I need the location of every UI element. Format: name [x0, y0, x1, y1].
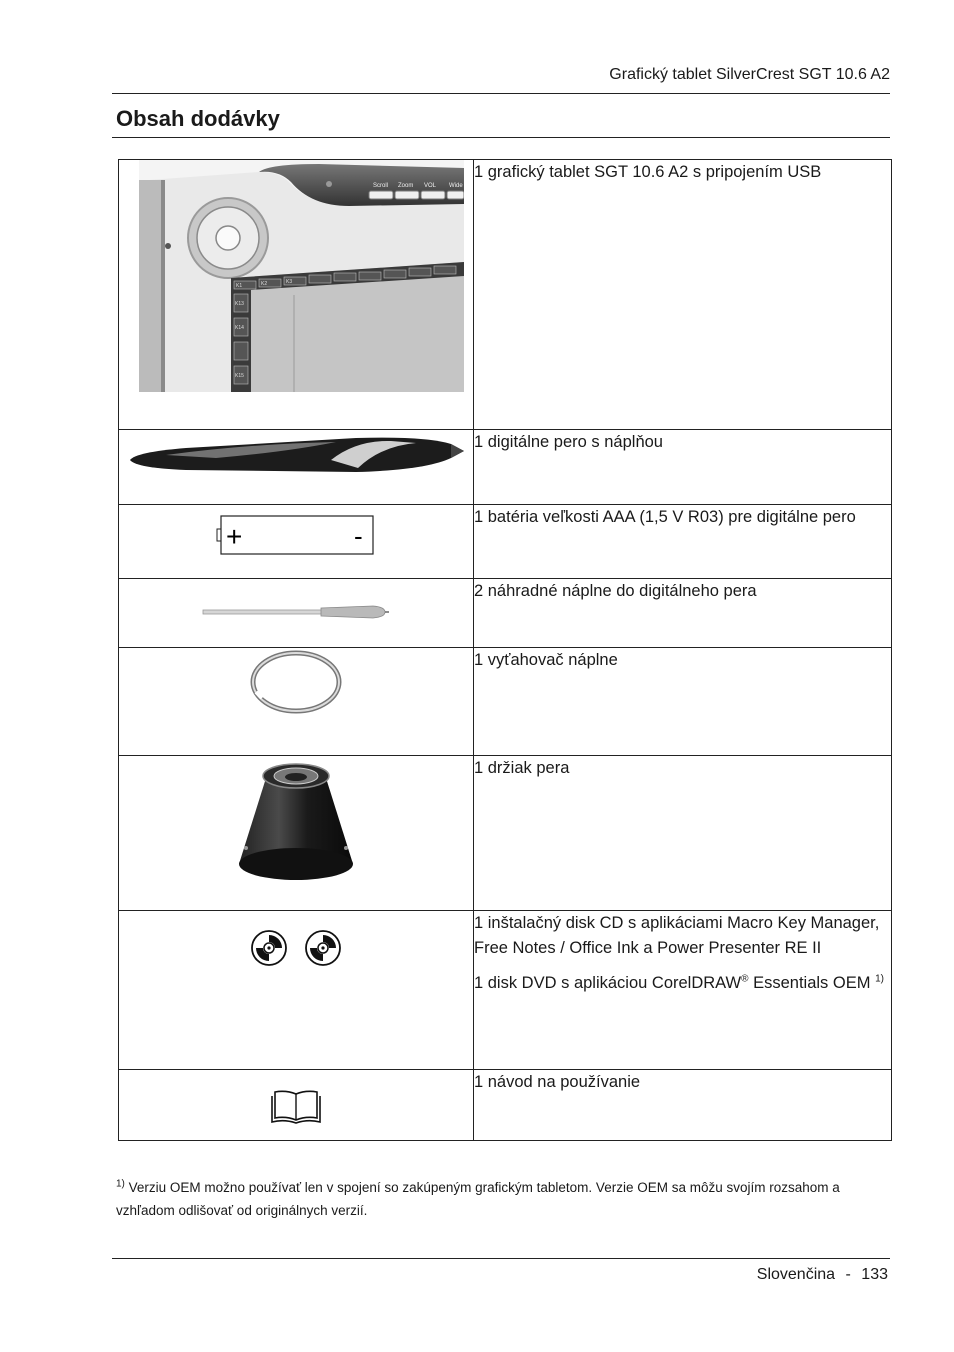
pen-holder-icon [231, 756, 361, 888]
table-row [119, 648, 892, 756]
k13-key-label: K13 [235, 301, 244, 307]
header-title: Grafický tablet SilverCrest SGT 10.6 A2 [609, 66, 890, 83]
item-battery: 1 batéria veľkosti AAA (1,5 V R03) pre digitálne pero [474, 508, 856, 526]
page-footer [757, 1266, 888, 1284]
footnote-text: Verziu OEM možno používať len v spojení so zakúpeným grafickým tabletom. Verzie OEM sa môžu svojím rozsahom a vzhľadom odlišovať od originálnych verzií. [116, 1180, 840, 1218]
image-cell [119, 648, 474, 756]
refill-extractor-icon [248, 648, 344, 716]
section-title: Obsah dodávky [116, 106, 280, 131]
item-refills: 2 náhradné náplne do digitálneho pera [474, 582, 757, 600]
footnote-ref: 1) [875, 973, 884, 985]
manual-book-icon [270, 1088, 322, 1124]
footnote-marker: 1) [116, 1178, 125, 1190]
item-cd: 1 inštalačný disk CD s aplikáciami Macro Key Manager, Free Notes / Office Ink a Power Presenter RE II [474, 914, 880, 957]
cd-disc-icon [250, 929, 288, 967]
header-rule [112, 93, 890, 94]
k2-key-label: K2 [261, 281, 268, 287]
battery-icon [216, 515, 376, 555]
table-row [119, 505, 892, 579]
k3-key-label: K3 [286, 279, 293, 285]
graphics-tablet-icon [139, 160, 464, 392]
image-cell [119, 911, 474, 1070]
table-row [119, 911, 892, 1070]
table-row [119, 160, 892, 430]
item-holder: 1 držiak pera [474, 759, 570, 777]
item-dvd: 1 disk DVD s aplikáciou CorelDRAW® Essentials OEM $^{1)}$ [474, 973, 884, 992]
table-row [119, 430, 892, 505]
table-row [119, 756, 892, 911]
image-cell [119, 160, 474, 430]
image-cell [119, 579, 474, 648]
item-extractor: 1 vyťahovač náplne [474, 651, 618, 669]
title-rule [112, 137, 890, 138]
image-cell [119, 430, 474, 505]
item-description [474, 756, 892, 911]
item-manual: 1 návod na používanie [474, 1073, 641, 1091]
vol-key-label: VOL [424, 183, 437, 189]
package-contents-table [118, 159, 892, 1141]
scroll-key-label: Scroll [373, 183, 389, 189]
item-description [474, 911, 892, 1070]
digital-pen-icon [126, 430, 466, 478]
table-row [119, 1070, 892, 1141]
k1-key-label: K1 [236, 283, 243, 289]
item-description [474, 160, 892, 430]
footer-separator: - [845, 1266, 851, 1283]
page-number: 133 [861, 1266, 888, 1283]
footnote [116, 1176, 896, 1222]
item-tablet: 1 grafický tablet SGT 10.6 A2 s pripojením USB [474, 163, 822, 181]
image-cell [119, 756, 474, 911]
k15-key-label: K15 [235, 373, 244, 379]
item-pen: 1 digitálne pero s náplňou [474, 433, 663, 451]
page-header [609, 66, 890, 84]
item-description [474, 648, 892, 756]
battery-plus: + [226, 521, 243, 552]
item-description [474, 505, 892, 579]
item-description [474, 1070, 892, 1141]
footer-language: Slovenčina [756, 1266, 836, 1283]
k14-key-label: K14 [235, 325, 244, 331]
dvd-disc-icon [304, 929, 342, 967]
item-description [474, 430, 892, 505]
footer-rule [112, 1258, 890, 1259]
image-cell [119, 505, 474, 579]
registered-mark: ® [741, 973, 749, 985]
pen-refill-icon [201, 601, 391, 625]
wide-key-label: Wide [449, 183, 463, 189]
battery-minus: - [354, 521, 363, 551]
image-cell [119, 1070, 474, 1141]
table-row [119, 579, 892, 648]
item-description [474, 579, 892, 648]
zoom-key-label: Zoom [398, 183, 414, 189]
